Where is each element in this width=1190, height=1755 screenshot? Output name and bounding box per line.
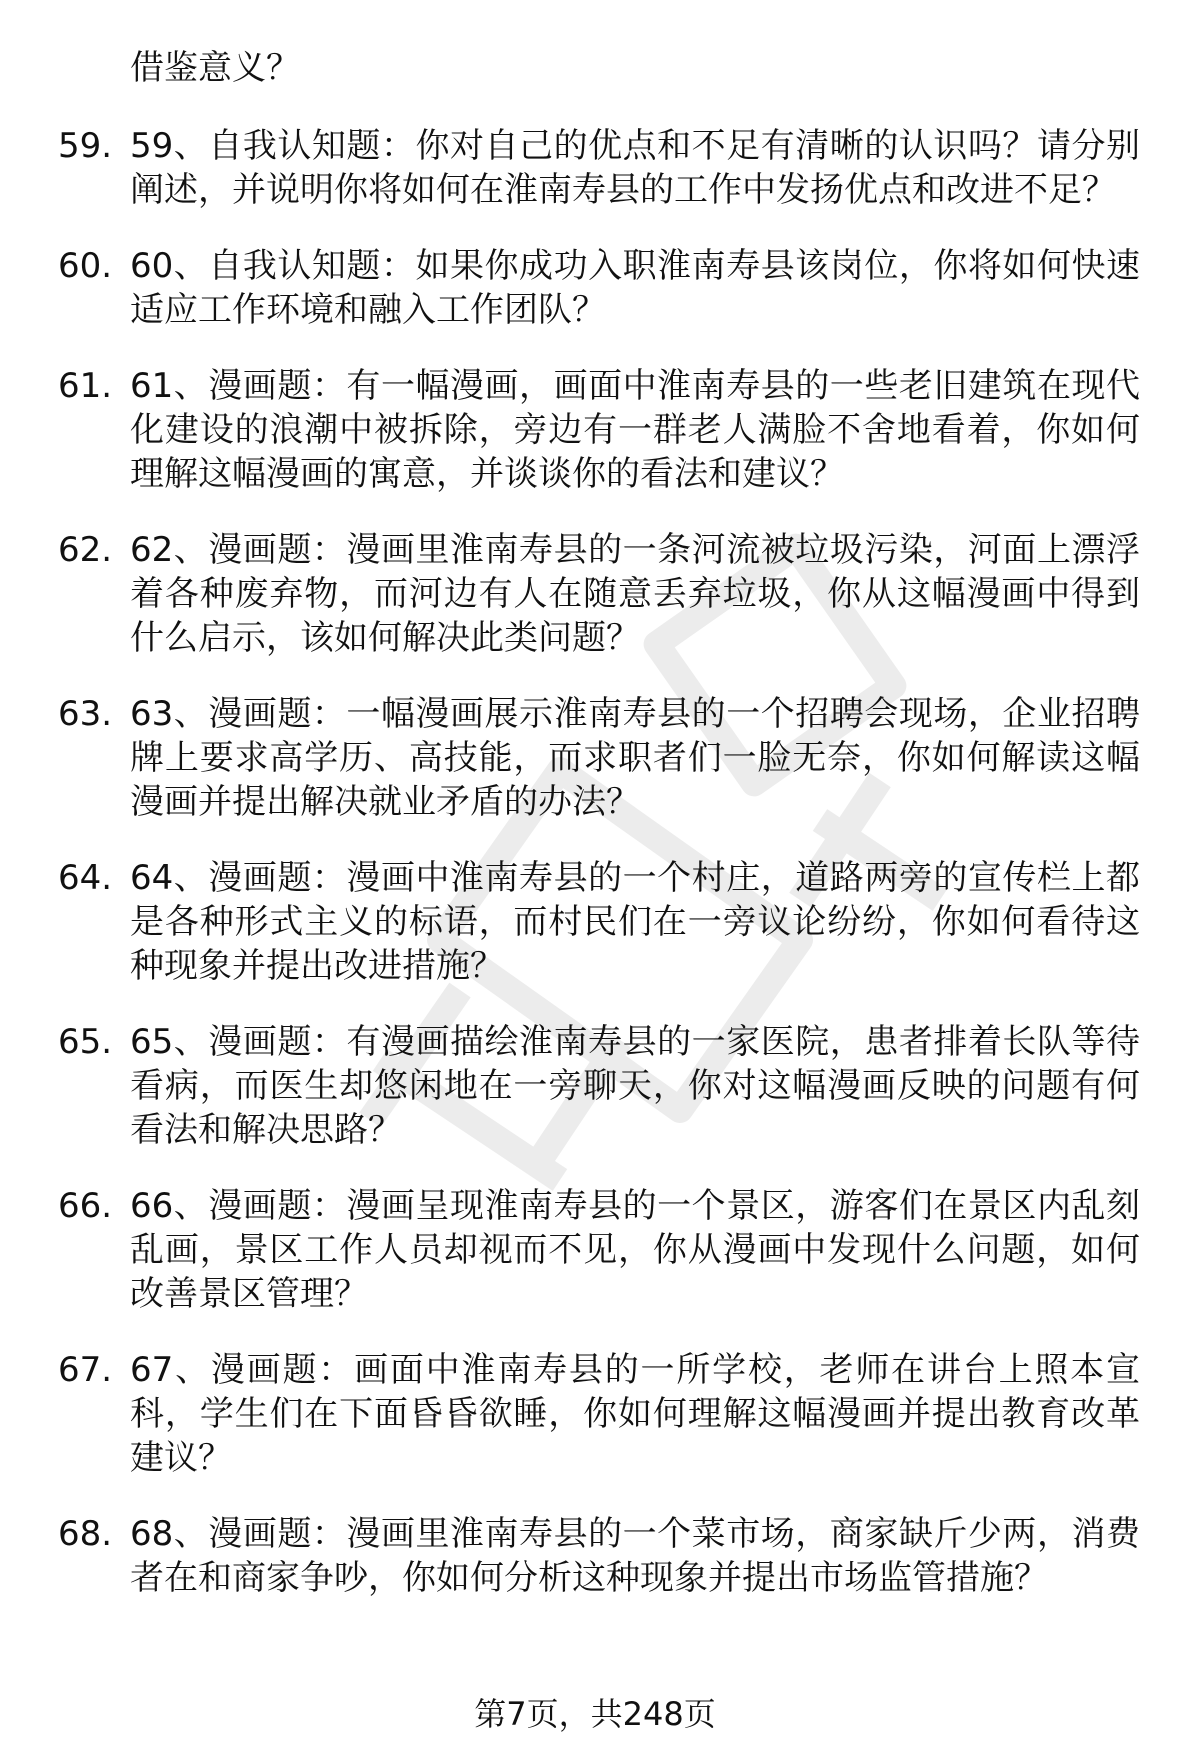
question-list xyxy=(58,124,1148,1632)
question-item xyxy=(58,692,1148,824)
question-item xyxy=(58,244,1148,332)
question-text: 67、漫画题：画面中淮南寿县的一所学校，老师在讲台上照本宣科，学生们在下面昏昏欲睡，你如何理解这幅漫画并提出教育改革建议？ xyxy=(130,1350,1140,1478)
question-text: 61、漫画题：有一幅漫画，画面中淮南寿县的一些老旧建筑在现代化建设的浪潮中被拆除，旁边有一群老人满脸不舍地看着，你如何理解这幅漫画的寓意，并谈谈你的看法和建议？ xyxy=(130,366,1140,494)
page-footer: 第7页，共248页 xyxy=(474,1695,716,1733)
question-item xyxy=(58,124,1148,212)
question-item xyxy=(58,528,1148,660)
question-number: 66. xyxy=(58,1186,113,1226)
question-text: 63、漫画题：一幅漫画展示淮南寿县的一个招聘会现场，企业招聘牌上要求高学历、高技能，而求职者们一脸无奈，你如何解读这幅漫画并提出解决就业矛盾的办法？ xyxy=(130,694,1140,822)
question-number: 67. xyxy=(58,1350,113,1390)
question-item xyxy=(58,1184,1148,1316)
question-number: 64. xyxy=(58,858,113,898)
question-text: 62、漫画题：漫画里淮南寿县的一条河流被垃圾污染，河面上漂浮着各种废弃物，而河边有人在随意丢弃垃圾，你从这幅漫画中得到什么启示，该如何解决此类问题？ xyxy=(130,530,1140,658)
question-number: 63. xyxy=(58,694,113,734)
question-item xyxy=(58,1348,1148,1480)
question-text: 66、漫画题：漫画呈现淮南寿县的一个景区，游客们在景区内乱刻乱画，景区工作人员却视而不见，你从漫画中发现什么问题，如何改善景区管理？ xyxy=(130,1186,1140,1314)
question-item xyxy=(58,1512,1148,1600)
question-number: 62. xyxy=(58,530,113,570)
question-item xyxy=(58,1020,1148,1152)
question-text: 59、自我认知题：你对自己的优点和不足有清晰的认识吗？请分别阐述，并说明你将如何在淮南寿县的工作中发扬优点和改进不足？ xyxy=(130,126,1140,210)
question-item xyxy=(58,364,1148,496)
question-number: 65. xyxy=(58,1022,113,1062)
question-text: 68、漫画题：漫画里淮南寿县的一个菜市场，商家缺斤少两，消费者在和商家争吵，你如何分析这种现象并提出市场监管措施？ xyxy=(130,1514,1140,1598)
question-number: 68. xyxy=(58,1514,113,1554)
question-text: 64、漫画题：漫画中淮南寿县的一个村庄，道路两旁的宣传栏上都是各种形式主义的标语，而村民们在一旁议论纷纷，你如何看待这种现象并提出改进措施？ xyxy=(130,858,1140,986)
question-text: 65、漫画题：有漫画描绘淮南寿县的一家医院，患者排着长队等待看病，而医生却悠闲地在一旁聊天，你对这幅漫画反映的问题有何看法和解决思路？ xyxy=(130,1022,1140,1150)
question-number: 59. xyxy=(58,126,113,166)
question-item xyxy=(58,856,1148,988)
continuation-text: 借鉴意义？ xyxy=(130,48,300,88)
question-number: 61. xyxy=(58,366,113,406)
question-number: 60. xyxy=(58,246,113,286)
question-text: 60、自我认知题：如果你成功入职淮南寿县该岗位，你将如何快速适应工作环境和融入工作团队？ xyxy=(130,246,1140,330)
